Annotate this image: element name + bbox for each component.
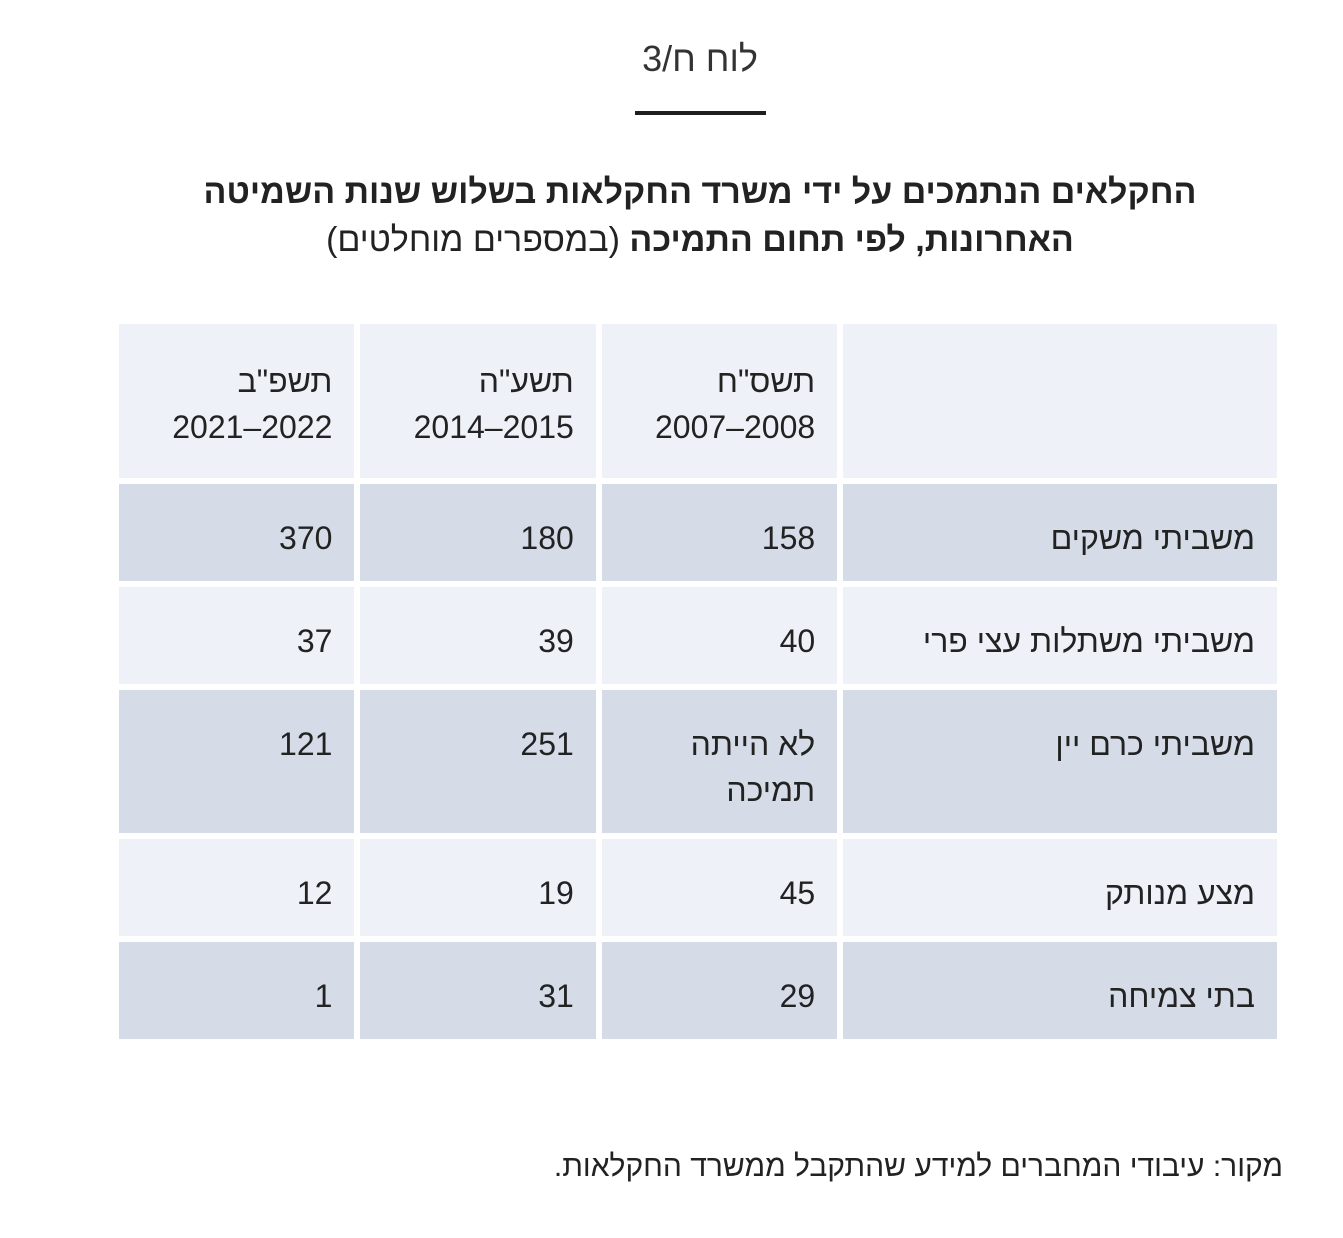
row-label-cell: משביתי משקים [843, 484, 1277, 581]
value-cell: 1 [119, 942, 354, 1039]
value-cell: 370 [119, 484, 354, 581]
value-cell: 45 [602, 839, 837, 936]
value-cell: 40 [602, 587, 837, 684]
header-cell-empty [843, 324, 1277, 478]
table-row [119, 690, 1277, 833]
table-title [120, 168, 1280, 264]
row-label-cell: בתי צמיחה [843, 942, 1277, 1039]
table-title-main: החקלאים הנתמכים על ידי משרד החקלאות בשלוש שנות השמיטה האחרונות, לפי תחום התמיכה [203, 173, 1197, 259]
value-cell: 12 [119, 839, 354, 936]
header-gregorian-range: 2008–2007 [654, 409, 816, 445]
label-underline-divider [635, 111, 766, 115]
value-cell: 37 [119, 587, 354, 684]
value-cell: לא הייתה תמיכה [602, 690, 837, 833]
value-cell: 31 [360, 942, 595, 1039]
table-row [119, 942, 1277, 1039]
header-hebrew-year: תשפ"ב [237, 363, 333, 399]
header-cell-year [119, 324, 354, 478]
row-label-cell: משביתי כרם יין [843, 690, 1277, 833]
header-hebrew-year: תשס"ח [716, 363, 816, 399]
table-row [119, 587, 1277, 684]
value-cell: 180 [360, 484, 595, 581]
value-cell: 121 [119, 690, 354, 833]
header-gregorian-range: 2015–2014 [413, 409, 574, 445]
table-number-label: לוח ח/3 [642, 38, 758, 79]
table-row [119, 484, 1277, 581]
value-cell: 251 [360, 690, 595, 833]
value-cell: 19 [360, 839, 595, 936]
table-header-row [119, 324, 1277, 478]
header-cell-year [602, 324, 837, 478]
source-note: מקור: עיבודי המחברים למידע שהתקבל ממשרד החקלאות. [553, 1150, 1283, 1183]
header-hebrew-year: תשע"ה [478, 363, 574, 399]
header-gregorian-range: 2022–2021 [172, 409, 333, 445]
row-label-cell: משביתי משתלות עצי פרי [843, 587, 1277, 684]
row-label-cell: מצע מנותק [843, 839, 1277, 936]
support-data-table [113, 318, 1283, 1045]
value-cell: 158 [602, 484, 837, 581]
table-title-unit-note: (במספרים מוחלטים) [326, 221, 620, 259]
value-cell: 29 [602, 942, 837, 1039]
value-cell: 39 [360, 587, 595, 684]
header-cell-year [360, 324, 595, 478]
table-row [119, 839, 1277, 936]
